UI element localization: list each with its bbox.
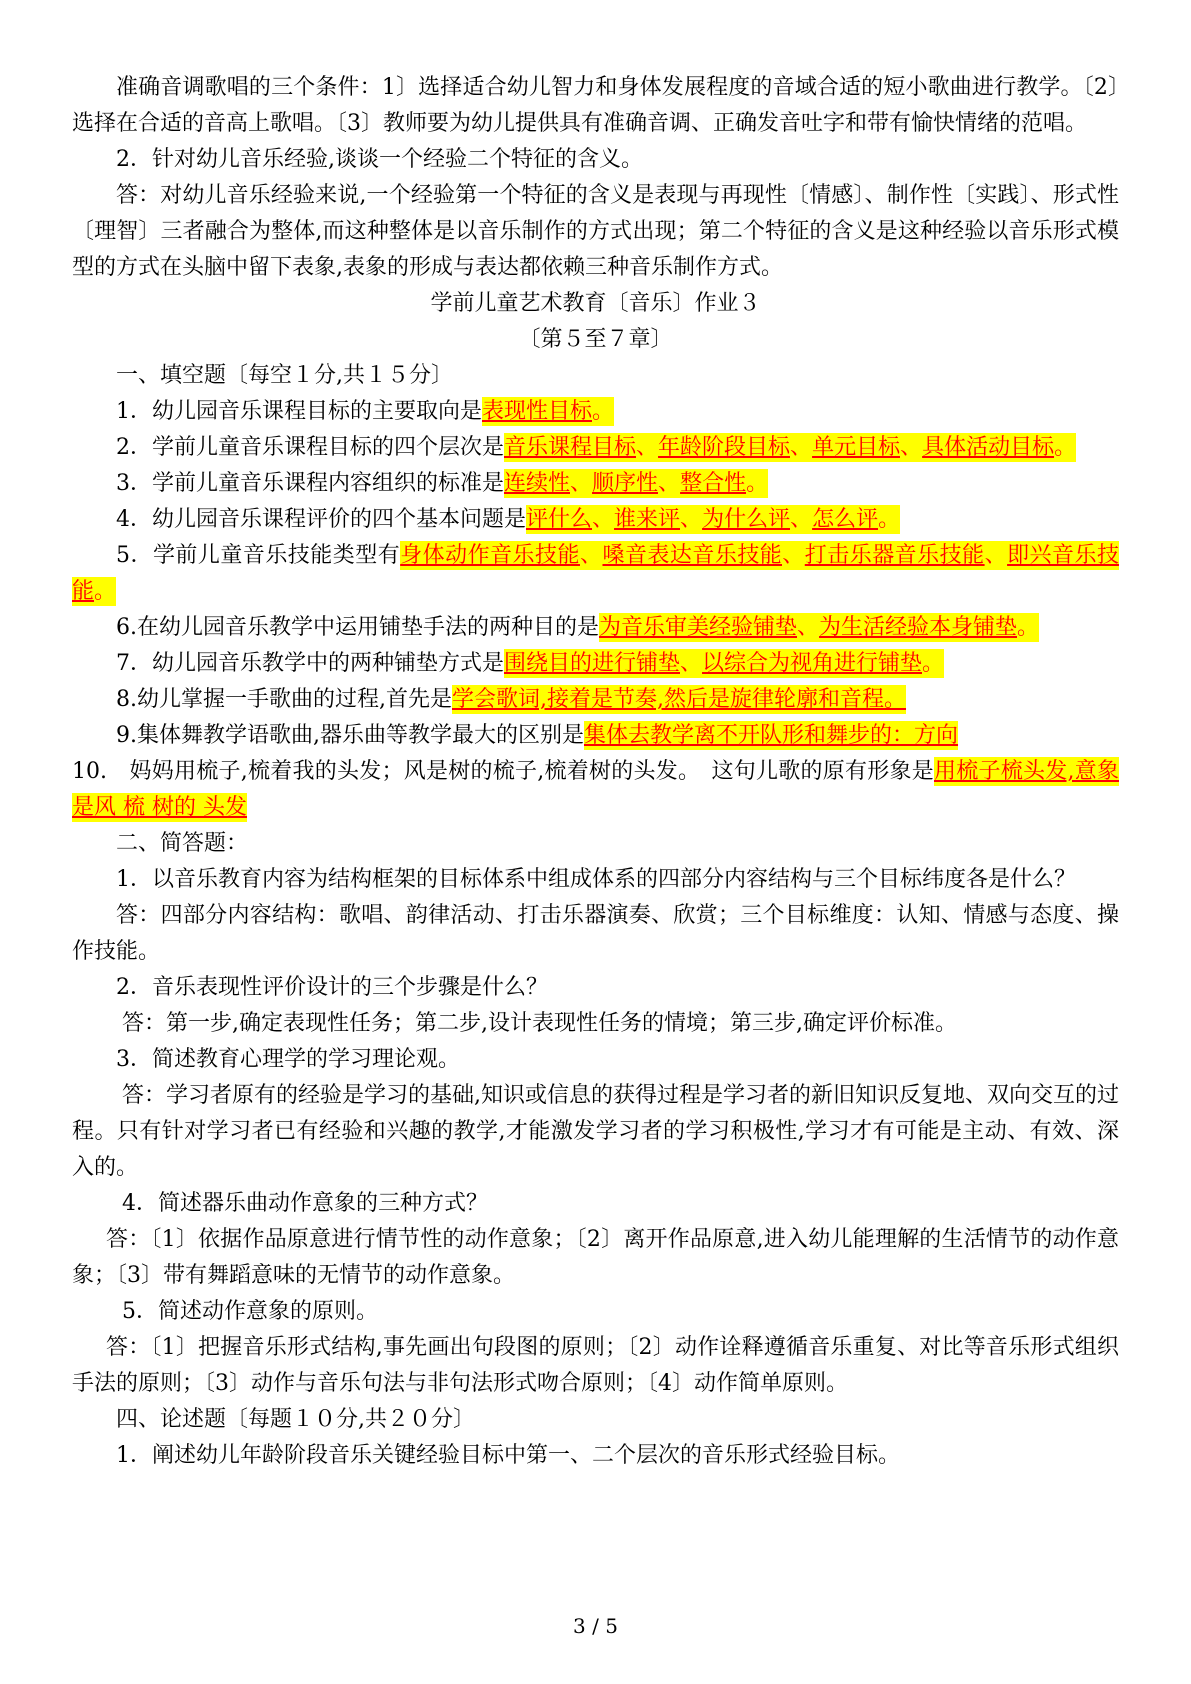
separator: 、 [790, 507, 813, 532]
short-question-1: 1．以音乐教育内容为结构框架的目标体系中组成体系的四部分内容结构与三个目标纬度各是什么？ [116, 867, 1077, 892]
assignment-title: 学前儿童艺术教育〔音乐〕作业３ [430, 291, 761, 316]
separator: 、 [636, 435, 659, 460]
fill-item-2-end: 。 [1054, 435, 1077, 460]
fill-item-1-prompt: 1．幼儿园音乐课程目标的主要取向是 [116, 399, 482, 424]
fill-item-2-answer-2: 年龄阶段目标 [658, 435, 791, 460]
fill-item-4-answer-1: 评什么 [526, 507, 593, 532]
fill-item-8-prompt: 8.幼儿掌握一手歌曲的过程,首先是 [116, 687, 452, 712]
fill-blank-heading: 一、填空题〔每空１分,共１５分〕 [116, 363, 453, 388]
separator: 、 [900, 435, 923, 460]
separator: 、 [790, 435, 813, 460]
short-answer-5: 答：〔1〕把握音乐形式结构,事先画出句段图的原则；〔2〕动作诠释遵循音乐重复、对比等音乐形式组织手法的原则；〔3〕动作与音乐句法与非句法形式吻合原则；〔4〕动作简单原则。 [72, 1335, 1119, 1396]
short-answer-heading: 二、简答题： [116, 831, 249, 856]
fill-item-3-answer-1: 连续性 [504, 471, 571, 496]
answer-2-experience: 答：对幼儿音乐经验来说,一个经验第一个特征的含义是表现与再现性〔情感〕、制作性〔实践〕、形式性〔理智〕三者融合为整体,而这种整体是以音乐制作的方式出现；第二个特征的含义是这种经验以音乐形式模型的方式在头脑中留下表象,表象的形成与表达都依赖三种音乐制作方式。 [72, 183, 1119, 280]
separator: 、 [680, 651, 703, 676]
assignment-subtitle: 〔第５至７章〕 [518, 327, 673, 352]
fill-item-5-answer-4: 即兴音乐技能 [72, 543, 1119, 604]
fill-item-4-answer-4: 怎么评 [812, 507, 879, 532]
fill-item-4-answer-2: 谁来评 [614, 507, 681, 532]
singing-conditions-paragraph: 准确音调歌唱的三个条件：1〕选择适合幼儿智力和身体发展程度的音域合适的短小歌曲进行教学。〔2〕选择在合适的音高上歌唱。〔3〕教师要为幼儿提供具有准确音调、正确发音吐字和带有愉快情绪的范唱。 [72, 75, 1119, 136]
fill-item-8-answer: 学会歌词,接着是节奏,然后是旋律轮廓和音程。 [452, 687, 906, 712]
fill-item-6-prompt: 6.在幼儿园音乐教学中运用铺垫手法的两种目的是 [116, 615, 599, 640]
fill-item-9-answer: 集体去教学离不开队形和舞步的：方向 [584, 723, 959, 748]
fill-item-4-prompt: 4．幼儿园音乐课程评价的四个基本问题是 [116, 507, 526, 532]
short-answer-2: 答：第一步,确定表现性任务；第二步,设计表现性任务的情境；第三步,确定评价标准。 [122, 1011, 957, 1036]
short-question-2: 2．音乐表现性评价设计的三个步骤是什么？ [116, 975, 548, 1000]
fill-item-5-answer-3: 打击乐器音乐技能 [804, 543, 985, 568]
essay-question-1: 1．阐述幼儿年龄阶段音乐关键经验目标中第一、二个层次的音乐形式经验目标。 [116, 1443, 900, 1468]
short-answer-3: 答：学习者原有的经验是学习的基础,知识或信息的获得过程是学习者的新旧知识反复地、双向交互的过程。只有针对学习者已有经验和兴趣的教学,才能激发学习者的学习积极性,学习才有可能是主动、有效、深入的。 [72, 1083, 1119, 1180]
fill-item-5-answer-1: 身体动作音乐技能 [400, 543, 580, 568]
fill-item-3-answer-3: 整合性 [680, 471, 747, 496]
fill-item-7-prompt: 7．幼儿园音乐教学中的两种铺垫方式是 [116, 651, 504, 676]
separator: 、 [592, 507, 615, 532]
fill-item-10 [72, 754, 1119, 826]
fill-item-3-prompt: 3．学前儿童音乐课程内容组织的标准是 [116, 471, 504, 496]
fill-item-2 [72, 430, 1119, 466]
fill-item-7 [72, 646, 1119, 682]
separator: 、 [797, 615, 820, 640]
fill-item-6-end: 。 [1017, 615, 1040, 640]
separator: 、 [658, 471, 681, 496]
fill-item-2-answer-3: 单元目标 [812, 435, 901, 460]
separator: 、 [579, 543, 603, 568]
fill-item-7-answer-2: 以综合为视角进行铺垫 [702, 651, 923, 676]
fill-item-1 [72, 394, 1119, 430]
separator: 、 [782, 543, 805, 568]
short-question-3: 3．简述教育心理学的学习理论观。 [116, 1047, 460, 1072]
fill-item-3-answer-2: 顺序性 [592, 471, 659, 496]
fill-item-6-answer-1: 为音乐审美经验铺垫 [599, 615, 798, 640]
separator: 、 [570, 471, 593, 496]
fill-item-9 [72, 718, 1119, 754]
fill-item-5-end: 。 [94, 579, 117, 604]
fill-item-3-end: 。 [746, 471, 769, 496]
fill-item-9-prompt: 9.集体舞教学语歌曲,器乐曲等教学最大的区别是 [116, 723, 584, 748]
short-question-4: 4．简述器乐曲动作意象的三种方式？ [122, 1191, 488, 1216]
page-number: 3 / 5 [573, 1614, 618, 1638]
short-question-5: 5．简述动作意象的原则。 [122, 1299, 378, 1324]
fill-item-2-answer-4: 具体活动目标 [922, 435, 1055, 460]
fill-item-8 [72, 682, 1119, 718]
fill-item-3 [72, 466, 1119, 502]
fill-item-5-answer-2: 嗓音表达音乐技能 [602, 543, 783, 568]
fill-item-6 [72, 610, 1119, 646]
fill-item-1-end: 。 [592, 399, 615, 424]
fill-item-4-answer-3: 为什么评 [702, 507, 791, 532]
separator: 、 [984, 543, 1008, 568]
fill-item-5 [72, 538, 1119, 610]
fill-item-1-answer: 表现性目标 [482, 399, 593, 424]
fill-item-10-answer: 用梳子梳头发,意象是风 梳 树的 头发 [72, 759, 1119, 820]
short-answer-4: 答：〔1〕依据作品原意进行情节性的动作意象；〔2〕离开作品原意,进入幼儿能理解的生活情节的动作意象；〔3〕带有舞蹈意味的无情节的动作意象。 [72, 1227, 1119, 1288]
essay-heading: 四、论述题〔每题１０分,共２０分〕 [116, 1407, 475, 1432]
question-2-experience: 2．针对幼儿音乐经验,谈谈一个经验二个特征的含义。 [116, 147, 643, 172]
short-answer-1: 答：四部分内容结构：歌唱、韵律活动、打击乐器演奏、欣赏；三个目标维度：认知、情感与态度、操作技能。 [72, 903, 1119, 964]
fill-item-6-answer-2: 为生活经验本身铺垫 [819, 615, 1018, 640]
fill-item-7-answer-1: 围绕目的进行铺垫 [504, 651, 681, 676]
fill-item-2-answer-1: 音乐课程目标 [504, 435, 637, 460]
fill-item-4-end: 。 [878, 507, 901, 532]
document-page [72, 70, 1119, 1474]
fill-item-2-prompt: 2．学前儿童音乐课程目标的四个层次是 [116, 435, 504, 460]
fill-item-10-prompt: 10. 妈妈用梳子,梳着我的头发；风是树的梳子,梳着树的头发。 这句儿歌的原有形象是 [72, 759, 934, 784]
fill-item-7-end: 。 [922, 651, 945, 676]
separator: 、 [680, 507, 703, 532]
fill-item-4 [72, 502, 1119, 538]
fill-item-5-prompt: 5．学前儿童音乐技能类型有 [116, 543, 401, 568]
